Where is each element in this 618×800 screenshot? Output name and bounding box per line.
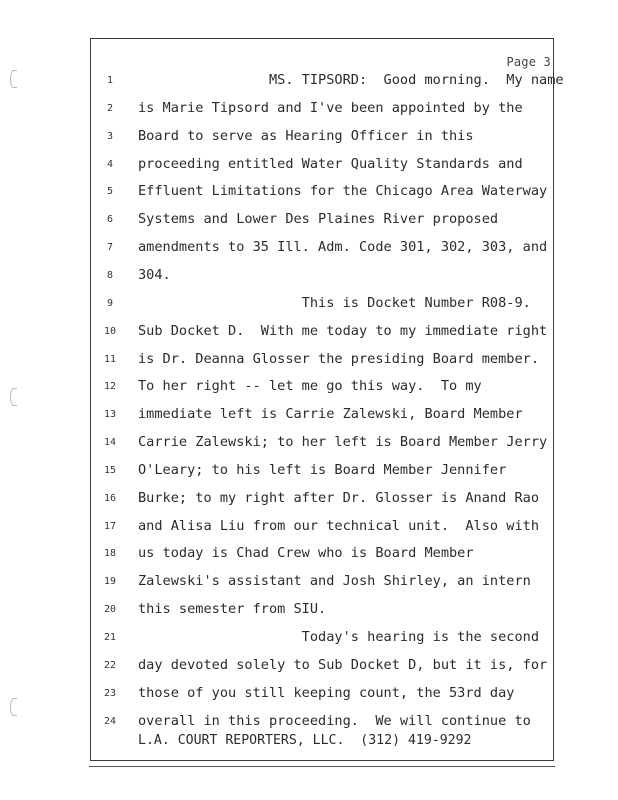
line-number: 2 — [106, 102, 114, 114]
line-text: overall in this proceeding. We will continue to — [138, 712, 531, 729]
line-text: immediate left is Carrie Zalewski, Board Member — [138, 406, 523, 423]
transcript-line — [91, 295, 553, 317]
line-text: Systems and Lower Des Plaines River proposed — [138, 211, 499, 228]
transcript-line — [91, 601, 553, 623]
line-text: those of you still keeping count, the 53rd day — [138, 684, 515, 701]
line-text: is Marie Tipsord and I've been appointed by the — [138, 99, 523, 116]
binder-hole-mark-bottom — [10, 698, 17, 716]
line-number: 5 — [106, 186, 114, 198]
line-text: day devoted solely to Sub Docket D, but it is, for — [138, 656, 548, 673]
line-text: Today's hearing is the second — [138, 629, 540, 645]
line-text: MS. TIPSORD: Good morning. My name — [138, 72, 564, 88]
line-number: 24 — [103, 715, 117, 727]
transcript-line — [91, 211, 553, 233]
binder-hole-mark-middle — [10, 388, 17, 406]
line-number: 4 — [106, 158, 114, 170]
line-text: us today is Chad Crew who is Board Member — [138, 545, 474, 562]
line-number: 12 — [103, 381, 117, 393]
transcript-line — [91, 518, 553, 540]
line-text: 304. — [138, 266, 171, 283]
line-text: and Alisa Liu from our technical unit. Also with — [138, 517, 540, 534]
line-text: This is Docket Number R08-9. — [138, 294, 531, 311]
page-number: Page 3 — [506, 55, 551, 69]
transcript-line — [91, 156, 553, 178]
transcript-line — [91, 573, 553, 595]
transcript-page — [90, 38, 564, 761]
binder-hole-mark-top — [10, 70, 17, 88]
line-text: Board to serve as Hearing Officer in this — [138, 127, 474, 144]
line-number: 9 — [106, 297, 114, 309]
transcript-line — [91, 323, 553, 345]
line-number: 23 — [103, 687, 117, 699]
transcript-line — [91, 267, 553, 289]
line-text: Zalewski's assistant and Josh Shirley, an intern — [138, 573, 531, 590]
transcript-line — [91, 239, 553, 261]
line-number: 21 — [103, 632, 117, 643]
transcript-line — [91, 462, 553, 484]
line-number: 15 — [103, 464, 117, 476]
line-number: 8 — [106, 269, 114, 281]
line-number: 6 — [106, 214, 114, 226]
line-number: 1 — [106, 75, 114, 86]
transcript-line — [91, 378, 553, 400]
line-number: 19 — [103, 576, 117, 588]
line-number: 20 — [103, 604, 117, 616]
transcript-line — [91, 545, 553, 567]
line-text: O'Leary; to his left is Board Member Jennifer — [138, 461, 507, 478]
transcript-line — [91, 100, 553, 122]
line-text: is Dr. Deanna Glosser the presiding Board member. — [138, 350, 540, 367]
line-text: proceeding entitled Water Quality Standards and — [138, 155, 523, 172]
line-text: Sub Docket D. With me today to my immediate right — [138, 322, 548, 339]
court-reporter-footer: L.A. COURT REPORTERS, LLC. (312) 419-9292 — [138, 733, 472, 748]
line-text: Burke; to my right after Dr. Glosser is Anand Rao — [138, 489, 540, 506]
transcript-line — [91, 685, 553, 707]
line-number: 22 — [103, 659, 117, 671]
bottom-rule — [89, 766, 555, 767]
line-number: 3 — [106, 130, 114, 142]
line-text: this semester from SIU. — [138, 601, 327, 618]
line-number: 14 — [103, 437, 117, 449]
line-number: 17 — [103, 520, 117, 532]
line-text: Effluent Limitations for the Chicago Area Waterway — [138, 183, 548, 200]
transcript-line — [91, 72, 564, 94]
line-text: To her right -- let me go this way. To my — [138, 378, 482, 395]
transcript-line — [91, 713, 553, 735]
transcript-line — [91, 406, 553, 428]
line-text: Carrie Zalewski; to her left is Board Member Jerry — [138, 434, 548, 451]
line-number: 10 — [103, 325, 117, 337]
transcript-line — [91, 128, 553, 150]
transcript-line — [91, 629, 553, 651]
transcript-line — [91, 351, 553, 373]
line-text: amendments to 35 Ill. Adm. Code 301, 302, 303, and — [138, 239, 548, 256]
transcript-line — [91, 434, 553, 456]
transcript-line — [91, 657, 553, 679]
transcript-line — [91, 183, 553, 205]
line-number: 11 — [103, 353, 117, 365]
line-number: 7 — [106, 242, 114, 254]
line-number: 13 — [103, 409, 117, 421]
transcript-line — [91, 490, 553, 512]
line-number: 16 — [103, 492, 117, 504]
line-number: 18 — [103, 548, 117, 560]
